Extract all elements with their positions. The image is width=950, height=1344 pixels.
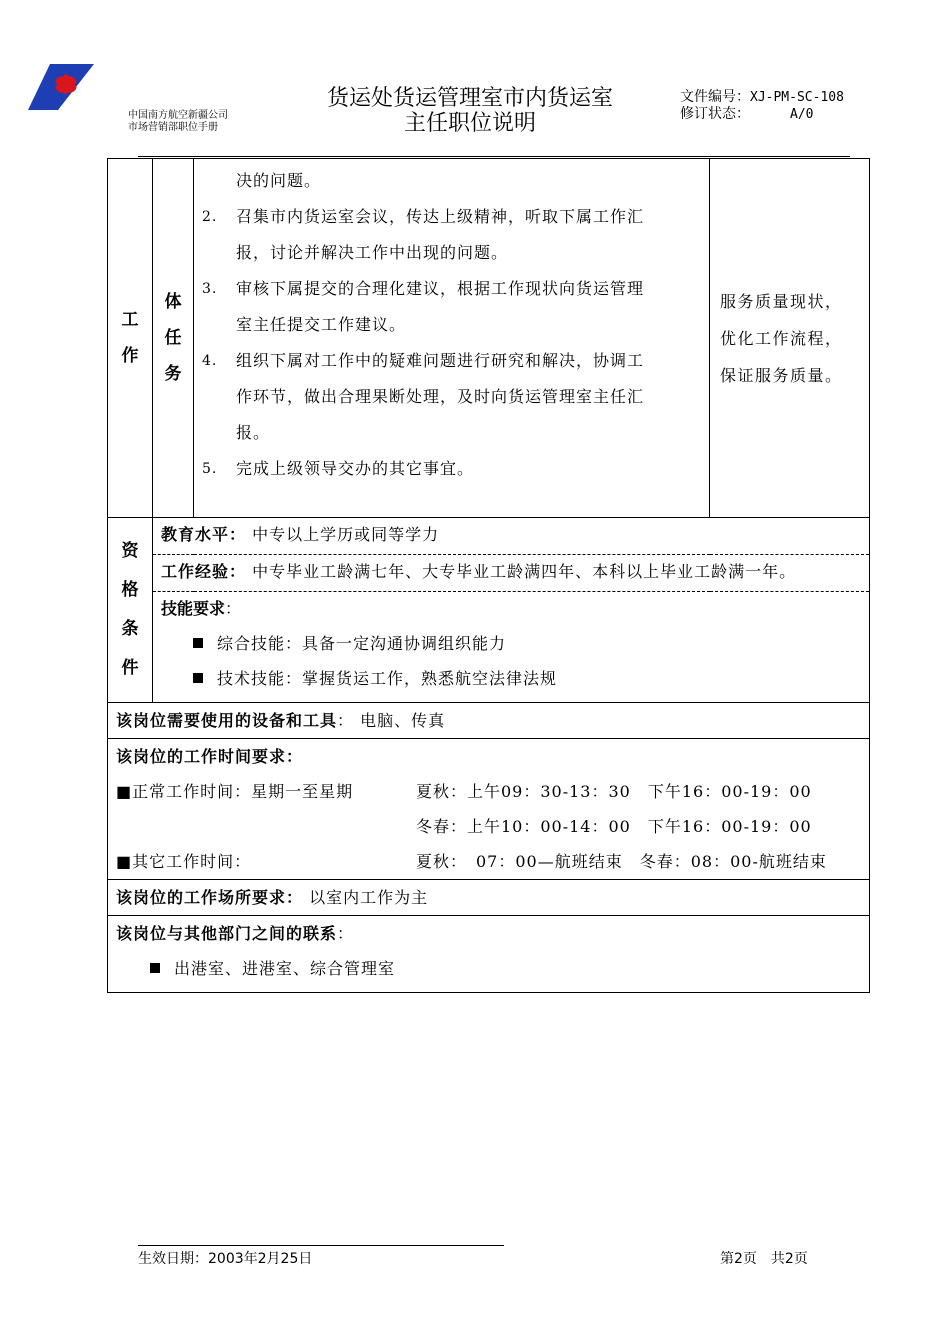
skills-row <box>108 592 870 703</box>
relations: 该岗位与其他部门之间的联系： 出港室、进港室、综合管理室 <box>108 916 870 993</box>
task-item <box>202 343 699 451</box>
effective-date: 生效日期：2003年2月25日 <box>138 1251 313 1267</box>
header-divider <box>138 156 850 157</box>
task-number: 2. <box>202 209 218 225</box>
task-number: 4. <box>202 353 218 369</box>
task-number <box>202 163 236 199</box>
task-text: 完成上级领导交办的其它事宜。 <box>236 459 475 478</box>
bullet-square-icon <box>193 638 203 648</box>
job-description-table <box>107 158 870 993</box>
task-item <box>202 271 699 343</box>
company-logo <box>28 64 96 112</box>
work-time-row <box>108 739 870 880</box>
task-text: 室主任提交工作建议。 <box>236 315 407 334</box>
document-meta: 文件编号：XJ-PM-SC-108 修订状态： A/0 <box>680 89 844 122</box>
task-number: 3. <box>202 281 218 297</box>
equipment: 该岗位需要使用的设备和工具： 电脑、传真 <box>108 703 870 739</box>
task-text: 召集市内货运室会议，传达上级精神，听取下属工作汇 <box>236 207 645 226</box>
task-label-text: 体任务 <box>164 292 182 384</box>
company-name: 中国南方航空新疆公司 市场营销部职位手册 <box>128 110 228 133</box>
task-text: 审核下属提交的合理化建议，根据工作现状向货运管理 <box>236 279 645 298</box>
task-text: 报。 <box>236 423 271 442</box>
equipment-row <box>108 703 870 739</box>
education: 教育水平： 中专以上学历或同等学力 <box>153 518 870 555</box>
experience: 工作经验： 中专毕业工龄满七年、大专毕业工龄满四年、本科以上毕业工龄满一年。 <box>153 555 870 592</box>
workplace: 该岗位的工作场所要求： 以室内工作为主 <box>108 880 870 916</box>
task-label <box>153 159 194 518</box>
work-label <box>108 159 153 518</box>
skill-item: 技术技能：掌握货运工作，熟悉航空法律法规 <box>161 661 861 696</box>
skills: 技能要求： 综合技能：具备一定沟通协调组织能力 技术技能：掌握货运工作，熟悉航空法律法规 <box>153 592 870 703</box>
task-notes: 服务质量现状， 优化工作流程， 保证服务质量。 <box>710 159 870 518</box>
page-number: 第2页 共2页 <box>720 1251 808 1267</box>
workplace-row <box>108 880 870 916</box>
work-row <box>108 159 870 518</box>
relations-row <box>108 916 870 993</box>
task-list <box>194 159 710 518</box>
task-item <box>202 451 699 487</box>
qualification-label <box>108 518 153 703</box>
task-text: 作环节，做出合理果断处理，及时向货运管理室主任汇 <box>236 387 645 406</box>
qualification-label-text: 资格条件 <box>121 541 139 678</box>
task-text: 组织下属对工作中的疑难问题进行研究和解决，协调工 <box>236 351 645 370</box>
footer-divider <box>138 1245 504 1246</box>
task-text: 决的问题。 <box>236 171 322 190</box>
experience-row <box>108 555 870 592</box>
page-title: 货运处货运管理室市内货运室 主任职位说明 <box>326 86 613 136</box>
skill-item: 综合技能：具备一定沟通协调组织能力 <box>161 626 861 661</box>
bullet-square-icon <box>193 673 203 683</box>
work-label-text: 工作 <box>121 310 139 366</box>
task-number: 5. <box>202 461 218 477</box>
task-item <box>202 199 699 271</box>
bullet-square-icon <box>150 963 160 973</box>
work-time: 该岗位的工作时间要求： ■正常工作时间：星期一至星期 夏秋：上午09：30-13：30 下午16：00-19：00 冬春：上午10：00-14：00 下午16：00-19：00 ■其它工作时间： 夏秋： 07：00—航班结束 冬春：08：00-航班结束 <box>108 739 870 880</box>
education-row <box>108 518 870 555</box>
task-text: 报，讨论并解决工作中出现的问题。 <box>236 243 509 262</box>
task-item <box>202 163 699 199</box>
